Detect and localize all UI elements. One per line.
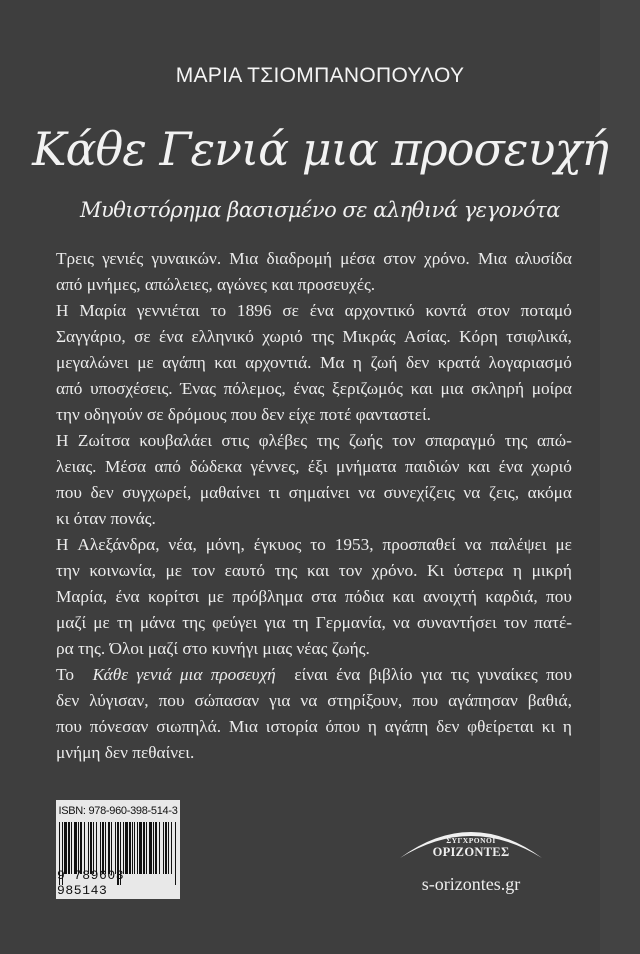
blurb-rest: είναι ένα βιβλίο για τις γυναίκες που <box>294 665 572 684</box>
barcode-bar <box>153 822 154 874</box>
barcode-bar <box>105 822 106 874</box>
publisher-line2: ΟΡΙΖΟΝΤΕΣ <box>432 845 510 859</box>
barcode-bar <box>159 822 160 874</box>
barcode-bar <box>64 822 67 874</box>
blurb-line: Μαρία, ένα κορίτσι με πρόβλημα στα πόδια και ανοιχτή καρδιά, που <box>56 587 572 606</box>
barcode-bar <box>143 822 145 874</box>
barcode-bar <box>163 822 164 874</box>
barcode-bar <box>171 822 172 874</box>
isbn-label: ISBN: 978-960-398-514-3 <box>58 805 178 817</box>
barcode-digits: 9 789603 985143 <box>57 868 125 898</box>
publisher-website: s-orizontes.gr <box>421 874 521 894</box>
author-name: ΜΑΡΙΑ ΤΣΙΟΜΠΑΝΟΠΟΥΛΟΥ <box>175 64 465 87</box>
blurb-line: Η Ζωίτσα κουβαλάει στις φλέβες της ζωής τον σπαραγμό της απώ- <box>56 431 572 450</box>
barcode-bar <box>108 822 110 874</box>
barcode-bar <box>132 822 133 874</box>
barcode-bar <box>129 822 131 874</box>
barcode-bar <box>102 822 104 874</box>
barcode-bar <box>137 822 138 874</box>
barcode-bar <box>100 822 101 874</box>
blurb-line: την κοινωνία, με τον εαυτό της και τον χρόνο. Κι ύστερα η μικρή <box>56 561 572 580</box>
barcode-bar <box>68 822 70 874</box>
blurb-line: από υποσχέσεις. Ένας πόλεμος, ένας ξεριζωμός και μια σκληρή μοίρα <box>56 379 572 398</box>
blurb-line: μεγαλώνει με αγάπη και αρχοντιά. Μα η ζωή δεν κρατά λογαριασμό <box>56 353 572 372</box>
barcode-bar <box>78 822 79 874</box>
barcode-bar <box>134 822 135 874</box>
barcode-bar <box>71 822 72 874</box>
blurb-line: Η Μαρία γεννιέται το 1896 σε ένα αρχοντικό κοντά στον ποταμό <box>56 301 572 320</box>
blurb-line: κι όταν πονάς. <box>56 509 156 528</box>
barcode-bar <box>111 822 112 874</box>
blurb <box>56 246 572 766</box>
barcode-bar <box>115 822 116 874</box>
barcode-bar <box>88 822 89 874</box>
blurb-line: λειας. Μέσα από δώδεκα γέννες, έξι μνήματα παιδιών και ένα χωριό <box>56 457 572 476</box>
book-title: Κάθε Γενιά μια προσευχή <box>32 122 608 176</box>
blurb-line: από μνήμες, απώλειες, αγώνες και προσευχές. <box>56 275 376 294</box>
blurb-line: που πόνεσαν σιωπηλά. Μια ιστορία όπου η αγάπη δεν φθείρεται κι η <box>56 717 572 736</box>
barcode-bar <box>90 822 92 874</box>
blurb-line: την οδηγούν σε δρόμους που δεν είχε ποτέ φανταστεί. <box>56 405 431 424</box>
barcode-bar <box>123 822 124 874</box>
barcode-bar <box>139 822 142 874</box>
blurb-line: ρα της. Όλοι μαζί στο κυνήγι μιας νέας ζωής. <box>56 639 370 658</box>
blurb-line: Η Αλεξάνδρα, νέα, μόνη, έγκυος το 1953, προσπαθεί να παλέψει με <box>56 535 572 554</box>
blurb-line: δεν λύγισαν, που σώπασαν για να στηρίξουν, που αγάπησαν βαθιά, <box>56 691 572 710</box>
barcode-bar <box>93 822 94 874</box>
blurb-line: Σαγγάριο, σε ένα ελληνικό χωριό της Μικράς Ασίας. Κόρη τσιφλικά, <box>56 327 572 346</box>
blurb-line <box>56 662 572 688</box>
blurb-line: που δεν συγχωρεί, μαθαίνει τι σημαίνει να συνεχίζεις να ζεις, ακόμα <box>56 483 572 502</box>
blurb-italic: Κάθε γενιά μια προσευχή <box>92 665 276 684</box>
blurb-prefix: Το <box>56 665 75 684</box>
barcode-bar <box>149 822 152 874</box>
barcode-bar <box>74 822 77 874</box>
barcode-bar <box>125 822 128 874</box>
barcode-bar <box>146 822 147 874</box>
isbn-barcode <box>56 800 180 899</box>
barcode-bar <box>168 822 169 874</box>
barcode-bar <box>80 822 82 874</box>
blurb-line: μαζί με τη μάνα της φεύγει για τη Γερμανία, να συναντήσει τον πατέ- <box>56 613 572 632</box>
book-subtitle: Μυθιστόρημα βασισμένο σε αληθινά γεγονότα <box>80 198 560 222</box>
publisher-logo <box>398 820 544 866</box>
blurb-line: μνήμη δεν πεθαίνει. <box>56 743 195 762</box>
publisher-line1: ΣΥΓΧΡΟΝΟΙ <box>446 836 496 845</box>
blurb-line: Τρεις γενιές γυναικών. Μια διαδρομή μέσα στον χρόνο. Μια αλυσίδα <box>56 249 572 268</box>
barcode-bar <box>155 822 157 874</box>
barcode-bar <box>165 822 167 874</box>
barcode-bar <box>84 822 85 874</box>
barcode-bar <box>96 822 97 874</box>
